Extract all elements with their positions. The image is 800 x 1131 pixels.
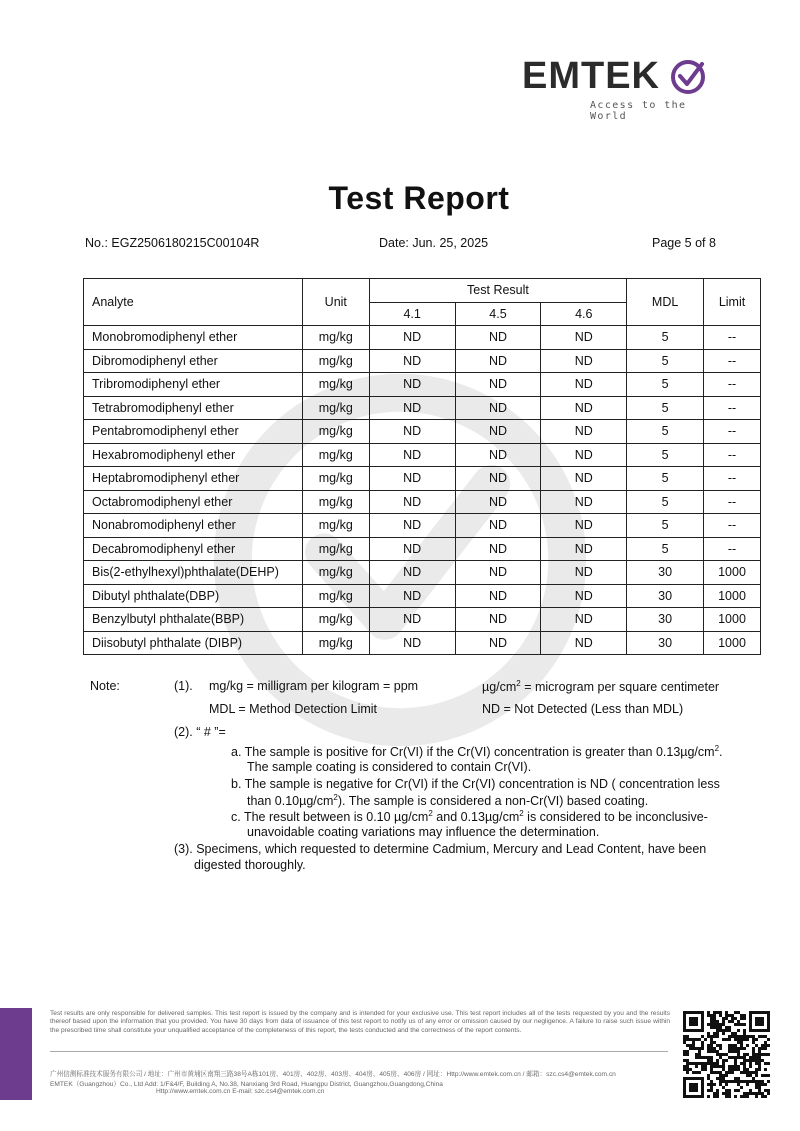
cell-mdl: 5 [627,514,704,538]
cell-limit: -- [704,326,761,350]
cell-mdl: 5 [627,443,704,467]
note-2a-end: . [719,745,723,760]
cell-r1: ND [369,561,455,585]
cell-unit: mg/kg [302,514,369,538]
header-sample: 4.1 [369,302,455,326]
cell-r3: ND [541,467,627,491]
cell-unit: mg/kg [302,561,369,585]
cell-mdl: 30 [627,584,704,608]
cell-analyte: Monobromodiphenyl ether [84,326,303,350]
cell-unit: mg/kg [302,373,369,397]
header-sample: 4.5 [455,302,541,326]
footer-address-cn: 广州信测标准技术服务有限公司 / 地址：广州市黄埔区南翔三路38号A栋101房、401房、402房、403房、404房、405房、406房 / 网址：Http://www.emtek.com.cn / 邮箱：szc.cs4@emtek.com.cn [50,1071,616,1078]
note-2b-text: than 0.10µg/cm [247,794,334,809]
cell-analyte: Dibromodiphenyl ether [84,349,303,373]
footer-address-en: EMTEK（Guangzhou）Co., Ltd Add: 1/F&4/F, Building A, No.38, Nanxiang 3rd Road, Huangpu District, Guangzhou,Guangdong,China [50,1081,443,1088]
cell-unit: mg/kg [302,326,369,350]
cell-analyte: Dibutyl phthalate(DBP) [84,584,303,608]
note-2c-exp1: 2 [428,809,433,818]
header-limit: Limit [704,279,761,326]
cell-limit: 1000 [704,631,761,655]
note-2-marker: (2). “ # ”= [174,725,226,739]
cell-r3: ND [541,326,627,350]
cell-r3: ND [541,373,627,397]
cell-r2: ND [455,326,541,350]
cell-unit: mg/kg [302,467,369,491]
note-3: (3). Specimens, which requested to determine Cadmium, Mercury and Lead Content, have been [174,842,707,856]
cell-r3: ND [541,537,627,561]
cell-unit: mg/kg [302,537,369,561]
cell-unit: mg/kg [302,584,369,608]
cell-limit: 1000 [704,584,761,608]
cell-unit: mg/kg [302,349,369,373]
note-2c-text-a: c. The result between is 0.10 µg/cm [231,810,429,825]
cell-r1: ND [369,514,455,538]
table-row [84,584,761,608]
table-row [84,608,761,632]
cell-r2: ND [455,396,541,420]
cell-r3: ND [541,490,627,514]
table-row [84,631,761,655]
table-row [84,514,761,538]
cell-limit: -- [704,514,761,538]
note-2b-exp: 2 [333,793,338,802]
cell-limit: -- [704,467,761,491]
table-row [84,326,761,350]
cell-mdl: 30 [627,561,704,585]
note-2c-line2: unavoidable coating variations may influence the determination. [247,825,600,839]
cell-mdl: 5 [627,373,704,397]
cell-r2: ND [455,490,541,514]
footer-disclaimer: Test results are only responsible for delivered samples. This test report is issued by the company and is intended for your exclusive use. This test report includes all of the tests requested by you and the results thereof based upon the information that you provided. You have 30 days from data of issuance of this test report to notify us of any error or omission caused by our negligence. A failure to raise such issue within the prescribed time shall constitute your unqualified acceptance of the completeness of this report, the tests conducted and the correctness of the report contents. [50,1010,670,1034]
note-ugcm-exp: 2 [516,679,521,688]
cell-limit: -- [704,349,761,373]
cell-limit: 1000 [704,561,761,585]
note-2c-text-c: is considered to be inconclusive- [523,810,708,825]
cell-r1: ND [369,420,455,444]
cell-r2: ND [455,443,541,467]
cell-limit: 1000 [704,608,761,632]
note-2a [231,744,723,759]
note-2c [231,809,708,824]
cell-r3: ND [541,584,627,608]
note-3-line2: digested thoroughly. [194,858,306,872]
note-2b-end: ). The sample is considered a non-Cr(VI) based coating. [337,794,649,809]
header-sample: 4.6 [541,302,627,326]
cell-mdl: 5 [627,396,704,420]
note-2c-text-b: and 0.13µg/cm [432,810,520,825]
cell-analyte: Hexabromodiphenyl ether [84,443,303,467]
note-2a-exp: 2 [714,744,720,753]
header-unit: Unit [302,279,369,326]
report-date: Date: Jun. 25, 2025 [379,236,489,250]
cell-analyte: Bis(2-ethylhexyl)phthalate(DEHP) [84,561,303,585]
cell-analyte: Pentabromodiphenyl ether [84,420,303,444]
cell-mdl: 5 [627,349,704,373]
cell-r1: ND [369,443,455,467]
notes-label: Note: [90,679,120,693]
footer-web-email: Http://www.emtek.com.cn E-mail: szc.cs4@emtek.com.cn [156,1088,325,1095]
cell-limit: -- [704,537,761,561]
table-row [84,467,761,491]
cell-analyte: Tetrabromodiphenyl ether [84,396,303,420]
cell-r3: ND [541,396,627,420]
cell-analyte: Heptabromodiphenyl ether [84,467,303,491]
cell-r3: ND [541,631,627,655]
cell-analyte: Nonabromodiphenyl ether [84,514,303,538]
cell-r2: ND [455,608,541,632]
cell-r1: ND [369,467,455,491]
logo-check-icon [668,56,708,96]
cell-r1: ND [369,349,455,373]
note-mdl: MDL = Method Detection Limit [209,702,378,716]
cell-mdl: 5 [627,490,704,514]
table-row [84,420,761,444]
cell-r1: ND [369,490,455,514]
report-number: No.: EGZ2506180215C00104R [85,236,260,250]
cell-r2: ND [455,514,541,538]
cell-analyte: Octabromodiphenyl ether [84,490,303,514]
table-row [84,490,761,514]
cell-r2: ND [455,561,541,585]
header-test-result: Test Result [369,279,626,303]
table-row [84,561,761,585]
note-nd: ND = Not Detected (Less than MDL) [482,702,684,716]
cell-r2: ND [455,631,541,655]
table-row [84,396,761,420]
cell-r3: ND [541,608,627,632]
table-row [84,537,761,561]
cell-analyte: Diisobutyl phthalate (DIBP) [84,631,303,655]
note-ugcm-unit: µg/cm [482,680,517,695]
note-2a-text: a. The sample is positive for Cr(VI) if the Cr(VI) concentration is greater than 0.13µg/cm [231,745,715,760]
cell-limit: -- [704,420,761,444]
company-logo [522,54,722,122]
qr-code[interactable] [683,1011,770,1098]
cell-limit: -- [704,490,761,514]
cell-unit: mg/kg [302,490,369,514]
note-2b-line2 [247,793,648,808]
cell-r3: ND [541,420,627,444]
note-2a-line2: The sample coating is considered to contain Cr(VI). [247,760,532,774]
cell-analyte: Tribromodiphenyl ether [84,373,303,397]
header-analyte: Analyte [84,279,303,326]
note-ugcm [482,679,719,694]
cell-r2: ND [455,349,541,373]
header-mdl: MDL [627,279,704,326]
cell-r1: ND [369,631,455,655]
note-ugcm-def: = microgram per square centimeter [520,680,720,695]
cell-r1: ND [369,608,455,632]
cell-r3: ND [541,443,627,467]
cell-mdl: 30 [627,608,704,632]
table-row [84,349,761,373]
cell-unit: mg/kg [302,443,369,467]
cell-r1: ND [369,326,455,350]
cell-unit: mg/kg [302,396,369,420]
cell-r1: ND [369,373,455,397]
cell-mdl: 5 [627,420,704,444]
cell-r3: ND [541,561,627,585]
cell-unit: mg/kg [302,608,369,632]
footer-divider [50,1051,668,1052]
cell-r1: ND [369,584,455,608]
note-mgkg: mg/kg = milligram per kilogram = ppm [209,679,419,693]
logo-wordmark: EMTEK [522,55,660,97]
page-number: Page 5 of 8 [652,236,716,250]
cell-r2: ND [455,373,541,397]
cell-r3: ND [541,349,627,373]
cell-unit: mg/kg [302,631,369,655]
cell-mdl: 5 [627,326,704,350]
cell-unit: mg/kg [302,420,369,444]
cell-r2: ND [455,584,541,608]
cell-limit: -- [704,443,761,467]
cell-mdl: 5 [627,537,704,561]
cell-r3: ND [541,514,627,538]
note-2c-exp2: 2 [519,809,524,818]
cell-mdl: 5 [627,467,704,491]
cell-analyte: Benzylbutyl phthalate(BBP) [84,608,303,632]
table-row [84,373,761,397]
note-2b: b. The sample is negative for Cr(VI) if the Cr(VI) concentration is ND ( concentration less [231,777,720,791]
cell-r2: ND [455,420,541,444]
cell-mdl: 30 [627,631,704,655]
cell-limit: -- [704,396,761,420]
cell-r2: ND [455,537,541,561]
logo-tagline: Access to the World [590,100,687,122]
cell-limit: -- [704,373,761,397]
cell-r1: ND [369,396,455,420]
page-title: Test Report [328,180,510,216]
table-row [84,443,761,467]
cell-analyte: Decabromodiphenyl ether [84,537,303,561]
results-table [83,278,761,655]
footer-accent-bar [0,1008,32,1100]
cell-r1: ND [369,537,455,561]
note-1-marker: (1). [174,679,193,693]
cell-r2: ND [455,467,541,491]
